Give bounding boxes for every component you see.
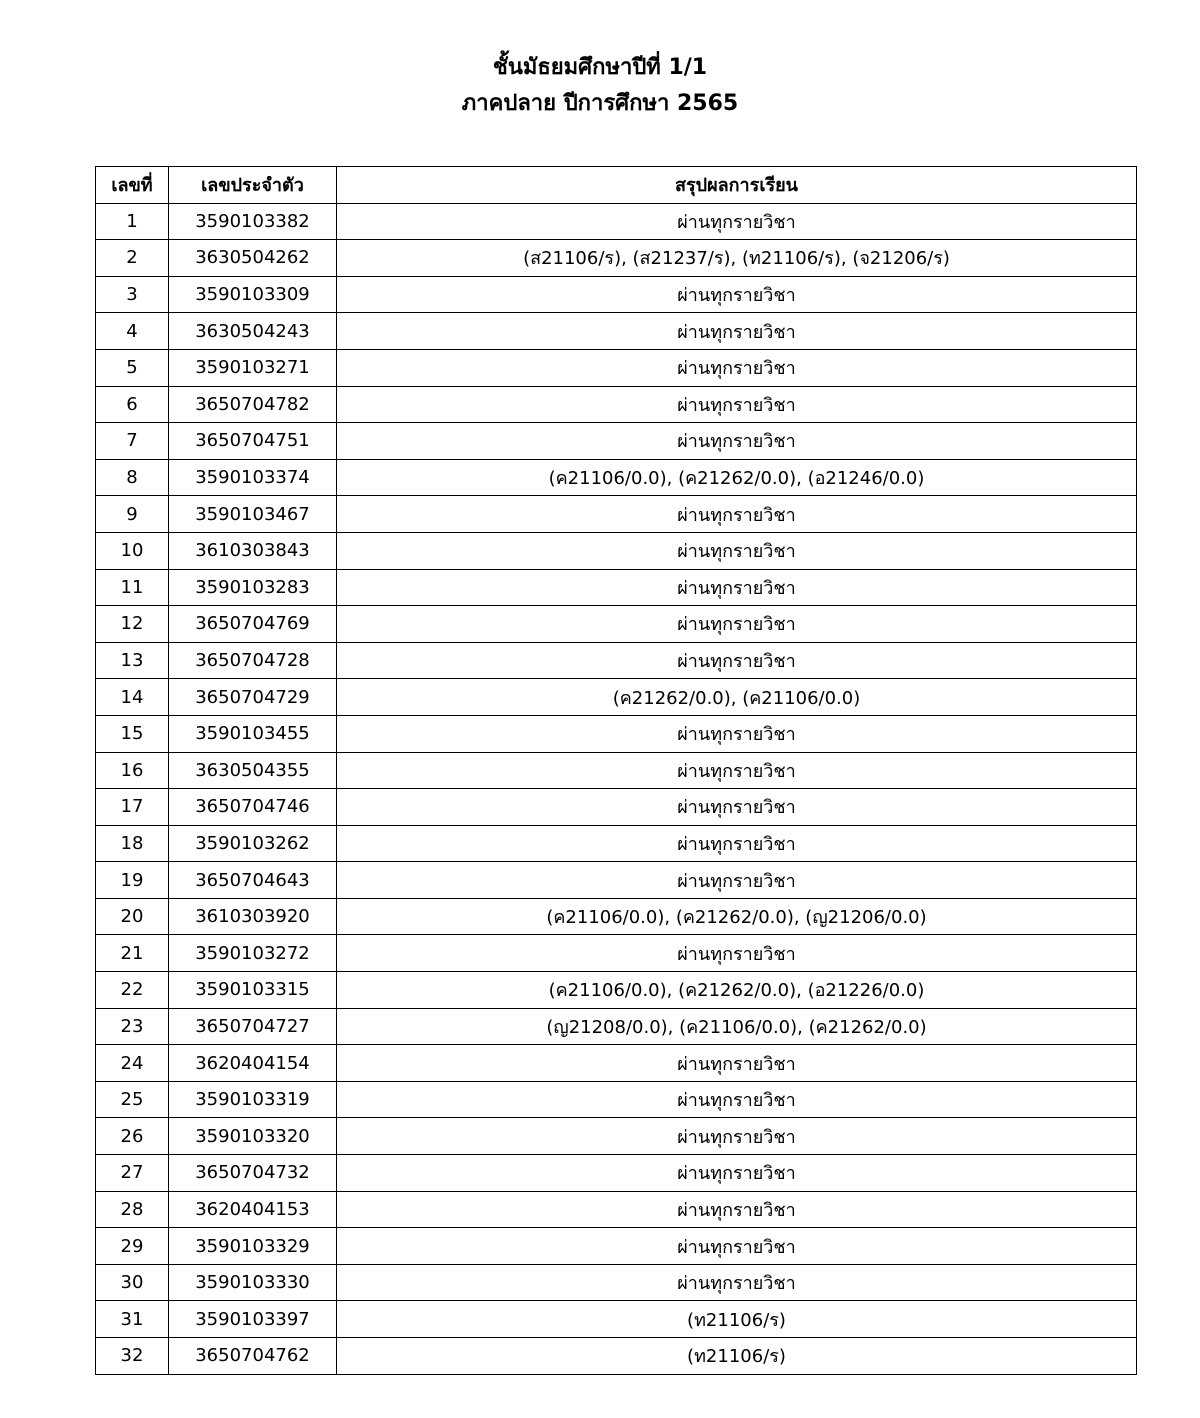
cell-summary: ผ่านทุกรายวิชา [337, 1081, 1137, 1118]
cell-student-id: 3590103271 [169, 349, 337, 386]
cell-no: 32 [96, 1338, 169, 1375]
table-row [96, 1081, 1137, 1118]
table-row [96, 203, 1137, 240]
cell-summary: (ค21106/0.0), (ค21262/0.0), (อ21246/0.0) [337, 459, 1137, 496]
cell-no: 19 [96, 862, 169, 899]
table-row [96, 386, 1137, 423]
cell-summary: (ค21106/0.0), (ค21262/0.0), (อ21226/0.0) [337, 972, 1137, 1009]
cell-student-id: 3650704762 [169, 1338, 337, 1375]
cell-summary: ผ่านทุกรายวิชา [337, 1118, 1137, 1155]
cell-no: 31 [96, 1301, 169, 1338]
cell-student-id: 3650704751 [169, 423, 337, 460]
table-row [96, 349, 1137, 386]
table-row [96, 862, 1137, 899]
cell-summary: ผ่านทุกรายวิชา [337, 1045, 1137, 1082]
cell-student-id: 3650704782 [169, 386, 337, 423]
cell-student-id: 3590103382 [169, 203, 337, 240]
cell-no: 28 [96, 1191, 169, 1228]
cell-summary: ผ่านทุกรายวิชา [337, 203, 1137, 240]
cell-student-id: 3650704728 [169, 642, 337, 679]
cell-no: 7 [96, 423, 169, 460]
table-row [96, 532, 1137, 569]
table-row [96, 935, 1137, 972]
cell-summary: ผ่านทุกรายวิชา [337, 349, 1137, 386]
cell-summary: ผ่านทุกรายวิชา [337, 715, 1137, 752]
cell-summary: (ท21106/ร) [337, 1338, 1137, 1375]
cell-student-id: 3610303843 [169, 532, 337, 569]
cell-no: 27 [96, 1155, 169, 1192]
cell-no: 5 [96, 349, 169, 386]
table-row [96, 313, 1137, 350]
table-row [96, 972, 1137, 1009]
cell-summary: ผ่านทุกรายวิชา [337, 496, 1137, 533]
cell-student-id: 3590103397 [169, 1301, 337, 1338]
cell-no: 1 [96, 203, 169, 240]
table-row [96, 1118, 1137, 1155]
cell-summary: ผ่านทุกรายวิชา [337, 642, 1137, 679]
cell-student-id: 3590103315 [169, 972, 337, 1009]
cell-summary: ผ่านทุกรายวิชา [337, 935, 1137, 972]
table-row [96, 606, 1137, 643]
table-row [96, 1155, 1137, 1192]
page-title: ชั้นมัธยมศึกษาปีที่ 1/1 [492, 55, 708, 80]
page-subtitle: ภาคปลาย ปีการศึกษา 2565 [461, 91, 739, 116]
cell-no: 13 [96, 642, 169, 679]
table-row [96, 898, 1137, 935]
cell-student-id: 3590103262 [169, 825, 337, 862]
cell-no: 11 [96, 569, 169, 606]
table-row [96, 240, 1137, 277]
cell-no: 18 [96, 825, 169, 862]
cell-student-id: 3590103319 [169, 1081, 337, 1118]
cell-no: 9 [96, 496, 169, 533]
cell-summary: (ค21262/0.0), (ค21106/0.0) [337, 679, 1137, 716]
cell-no: 26 [96, 1118, 169, 1155]
cell-no: 23 [96, 1008, 169, 1045]
cell-no: 20 [96, 898, 169, 935]
cell-summary: ผ่านทุกรายวิชา [337, 606, 1137, 643]
table-row [96, 789, 1137, 826]
cell-summary: (ค21106/0.0), (ค21262/0.0), (ญ21206/0.0) [337, 898, 1137, 935]
table-row [96, 1338, 1137, 1375]
cell-no: 12 [96, 606, 169, 643]
cell-no: 29 [96, 1228, 169, 1265]
cell-student-id: 3590103374 [169, 459, 337, 496]
cell-student-id: 3630504262 [169, 240, 337, 277]
cell-no: 30 [96, 1264, 169, 1301]
cell-no: 10 [96, 532, 169, 569]
header-student-id: เลขประจำตัว [169, 167, 337, 204]
cell-no: 3 [96, 276, 169, 313]
title-block [0, 50, 1200, 122]
cell-summary: ผ่านทุกรายวิชา [337, 1228, 1137, 1265]
cell-student-id: 3590103309 [169, 276, 337, 313]
cell-student-id: 3620404153 [169, 1191, 337, 1228]
table-row [96, 1264, 1137, 1301]
cell-no: 17 [96, 789, 169, 826]
cell-summary: ผ่านทุกรายวิชา [337, 532, 1137, 569]
table-row [96, 1045, 1137, 1082]
cell-student-id: 3590103320 [169, 1118, 337, 1155]
table-row [96, 679, 1137, 716]
cell-student-id: 3650704769 [169, 606, 337, 643]
cell-student-id: 3590103272 [169, 935, 337, 972]
cell-no: 21 [96, 935, 169, 972]
cell-summary: ผ่านทุกรายวิชา [337, 423, 1137, 460]
table-row [96, 1191, 1137, 1228]
header-no: เลขที่ [96, 167, 169, 204]
table-row [96, 1301, 1137, 1338]
cell-no: 8 [96, 459, 169, 496]
table-row [96, 569, 1137, 606]
cell-no: 24 [96, 1045, 169, 1082]
cell-summary: (ท21106/ร) [337, 1301, 1137, 1338]
table-row [96, 825, 1137, 862]
cell-no: 16 [96, 752, 169, 789]
cell-summary: ผ่านทุกรายวิชา [337, 862, 1137, 899]
cell-student-id: 3590103455 [169, 715, 337, 752]
cell-summary: ผ่านทุกรายวิชา [337, 569, 1137, 606]
cell-summary: ผ่านทุกรายวิชา [337, 313, 1137, 350]
cell-summary: ผ่านทุกรายวิชา [337, 825, 1137, 862]
cell-student-id: 3610303920 [169, 898, 337, 935]
table-row [96, 496, 1137, 533]
cell-no: 15 [96, 715, 169, 752]
table-row [96, 459, 1137, 496]
cell-student-id: 3650704729 [169, 679, 337, 716]
table-row [96, 752, 1137, 789]
cell-summary: ผ่านทุกรายวิชา [337, 789, 1137, 826]
results-table [95, 166, 1137, 1375]
cell-summary: (ส21106/ร), (ส21237/ร), (ท21106/ร), (จ21206/ร) [337, 240, 1137, 277]
cell-no: 2 [96, 240, 169, 277]
table-row [96, 1008, 1137, 1045]
cell-summary: (ญ21208/0.0), (ค21106/0.0), (ค21262/0.0) [337, 1008, 1137, 1045]
cell-student-id: 3650704727 [169, 1008, 337, 1045]
cell-summary: ผ่านทุกรายวิชา [337, 1191, 1137, 1228]
header-summary: สรุปผลการเรียน [337, 167, 1137, 204]
table-row [96, 1228, 1137, 1265]
table-header-row [96, 167, 1137, 204]
cell-student-id: 3650704732 [169, 1155, 337, 1192]
cell-student-id: 3650704643 [169, 862, 337, 899]
cell-summary: ผ่านทุกรายวิชา [337, 386, 1137, 423]
cell-no: 14 [96, 679, 169, 716]
cell-student-id: 3590103283 [169, 569, 337, 606]
cell-no: 6 [96, 386, 169, 423]
cell-no: 4 [96, 313, 169, 350]
table-row [96, 642, 1137, 679]
cell-student-id: 3650704746 [169, 789, 337, 826]
table-row [96, 715, 1137, 752]
cell-student-id: 3590103329 [169, 1228, 337, 1265]
cell-student-id: 3630504243 [169, 313, 337, 350]
cell-summary: ผ่านทุกรายวิชา [337, 1264, 1137, 1301]
cell-student-id: 3630504355 [169, 752, 337, 789]
cell-student-id: 3590103467 [169, 496, 337, 533]
cell-summary: ผ่านทุกรายวิชา [337, 1155, 1137, 1192]
cell-no: 22 [96, 972, 169, 1009]
table-row [96, 423, 1137, 460]
cell-summary: ผ่านทุกรายวิชา [337, 752, 1137, 789]
cell-summary: ผ่านทุกรายวิชา [337, 276, 1137, 313]
cell-student-id: 3590103330 [169, 1264, 337, 1301]
cell-student-id: 3620404154 [169, 1045, 337, 1082]
cell-no: 25 [96, 1081, 169, 1118]
table-row [96, 276, 1137, 313]
